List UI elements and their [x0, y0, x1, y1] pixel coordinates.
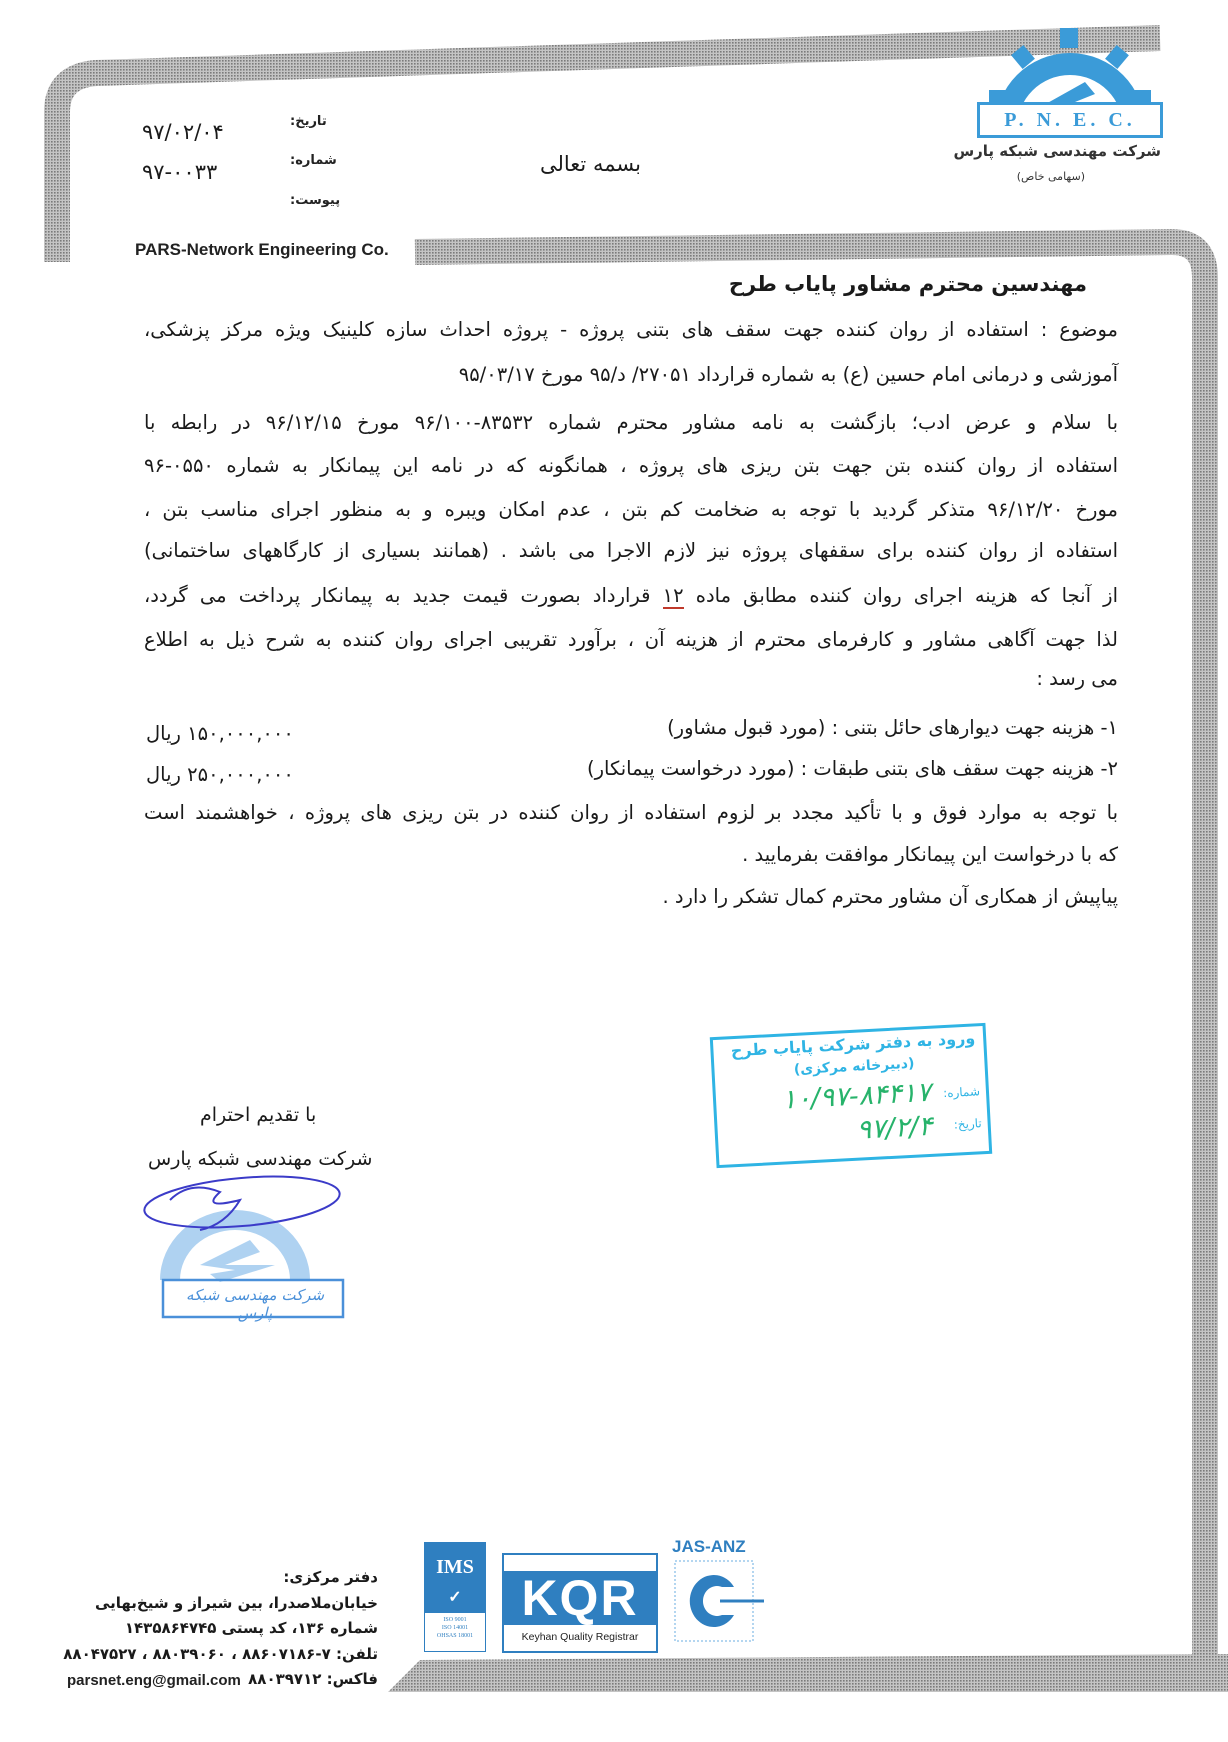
date-label: تاریخ:	[290, 114, 327, 129]
body-line: لذا جهت آگاهی مشاور و کارفرمای محترم از هزینه آن ، برآورد تقریبی اجرای روان کننده به شرح ذیل به اطلاع	[144, 628, 1118, 651]
logo-letters-box: P. N. E. C.	[977, 102, 1163, 138]
body-line: استفاده از روان کننده برای سقفهای پروژه نیز لازم الاجرا می باشد . (همانند بسیاری از کارگاههای ساختمانی)	[144, 539, 1118, 562]
fax: فاکس: ۸۸۰۳۹۷۱۲	[248, 1670, 378, 1688]
email: parsnet.eng@gmail.com	[67, 1672, 241, 1689]
body-text: قرارداد بصورت قیمت جدید به پیمانکار پرداخت می گردد،	[144, 584, 663, 607]
body-line: با سلام و عرض ادب؛ بازگشت به نامه مشاور محترم شماره ۸۳۵۳۲-۹۶/۱۰۰ مورخ ۹۶/۱۲/۱۵ در رابطه با	[144, 411, 1118, 434]
logo-company-name: شرکت مهندسی شبکه پارس	[953, 142, 1161, 160]
kqr-caption: Keyhan Quality Registrar	[521, 1631, 639, 1643]
body-line: مورخ ۹۶/۱۲/۲۰ متذکر گردید با توجه به ضخامت کم بتن ، عدم امکان ویبره و به منظور اجرای مناسب بتن ،	[144, 498, 1118, 521]
logo-company-type: (سهامی خاص)	[1016, 170, 1085, 183]
cost-item-1: ۱- هزینه جهت دیوارهای حائل بتنی : (مورد قبول مشاور)	[667, 716, 1118, 739]
request-line: که با درخواست این پیمانکار موافقت بفرمایید .	[742, 843, 1118, 866]
body-line	[144, 584, 1118, 607]
address-line: خیابان‌ملاصدرا، بین شیراز و شیخ‌بهایی	[94, 1594, 378, 1612]
cost-amount-2: ۲۵۰,۰۰۰,۰۰۰ ریال	[146, 763, 294, 786]
cost-item-2: ۲- هزینه جهت سقف های بتنی طبقات : (مورد درخواست پیمانکار)	[586, 757, 1118, 780]
date-value: ۹۷/۰۲/۰۴	[142, 120, 224, 144]
body-text: از آنجا که هزینه اجرای روان کننده مطابق ماده	[683, 584, 1119, 607]
subject-line: آموزشی و درمانی امام حسین (ع) به شماره قرارداد ۲۷۰۵۱/ د/۹۵ مورخ ۹۵/۰۳/۱۷	[458, 363, 1118, 386]
subject-line: موضوع : استفاده از روان کننده جهت سقف های بتنی پروژه - پروژه احداث سازه کلینیک ویژه مرکز پزشکی،	[144, 318, 1118, 341]
address-line: شماره ۱۳۶، کد پستی ۱۴۳۵۸۶۴۷۴۵	[124, 1619, 378, 1637]
invocation: بسمه تعالی	[540, 152, 641, 176]
seal-text: شرکت مهندسی شبکه پارس	[185, 1286, 325, 1322]
ims-badge: IMS ✓	[425, 1543, 485, 1613]
number-label: شماره:	[290, 153, 337, 168]
request-line: با توجه به موارد فوق و با تأکید مجدد بر لزوم استفاده از روان کننده در بتن ریزی های پروژه ، خواهشمند است	[144, 801, 1118, 824]
stamp-subtitle: (دبیرخانه مرکزی)	[793, 1055, 915, 1078]
received-stamp	[710, 1023, 992, 1168]
check-icon: ✓	[448, 1589, 462, 1606]
stamp-number-value: ۱۰/۹۷-۸۴۴۱۷	[780, 1076, 932, 1116]
kqr-cert-logo	[502, 1553, 658, 1653]
number-value: ۹۷-۰۰۳۳	[142, 160, 218, 184]
stamp-number-label: شماره:	[942, 1084, 981, 1101]
company-seal	[130, 1170, 360, 1320]
company-logo	[953, 20, 1165, 195]
recipient-heading: مهندسین محترم مشاور پایاب طرح	[728, 272, 1087, 296]
ims-cert-logo	[424, 1542, 486, 1652]
company-name-en: PARS-Network Engineering Co.	[131, 240, 393, 260]
phone: تلفن: ۷-۸۸۶۰۷۱۸۶ ، ۸۸۰۳۹۰۶۰ ، ۸۸۰۴۷۵۲۷	[63, 1645, 378, 1663]
closing: با تقدیم احترام	[200, 1104, 317, 1126]
stamp-title: ورود به دفتر شرکت پایاب طرح	[730, 1028, 976, 1061]
body-line: می رسد :	[1036, 667, 1118, 690]
body-line: استفاده از روان کننده بتن جهت بتن ریزی های پروژه ، همانگونه که در نامه این پیمانکار به شماره ۰۵۵۰-۹۶	[144, 454, 1118, 477]
attachment-label: پیوست:	[290, 193, 341, 208]
ims-cert-line: ISO 14001	[441, 1625, 469, 1631]
office-label: دفتر مرکزی:	[283, 1568, 378, 1586]
ims-cert-line: ISO 9001	[443, 1617, 467, 1623]
article-number: ۱۲	[662, 584, 684, 607]
signatory: شرکت مهندسی شبکه پارس	[148, 1148, 373, 1170]
kqr-mark: KQR	[504, 1571, 656, 1625]
jas-anz-cert-logo	[672, 1537, 768, 1649]
jas-anz-label: JAS-ANZ	[672, 1537, 746, 1556]
stamp-date-label: تاریخ:	[953, 1116, 982, 1132]
thanks-line: پیاپیش از همکاری آن مشاور محترم کمال تشکر را دارد .	[662, 885, 1118, 908]
jas-anz-c-icon	[672, 1557, 768, 1647]
cost-amount-1: ۱۵۰,۰۰۰,۰۰۰ ریال	[146, 722, 294, 745]
stamp-date-value: ۹۷/۲/۴	[855, 1110, 934, 1146]
ims-cert-line: OHSAS 18001	[436, 1633, 474, 1639]
